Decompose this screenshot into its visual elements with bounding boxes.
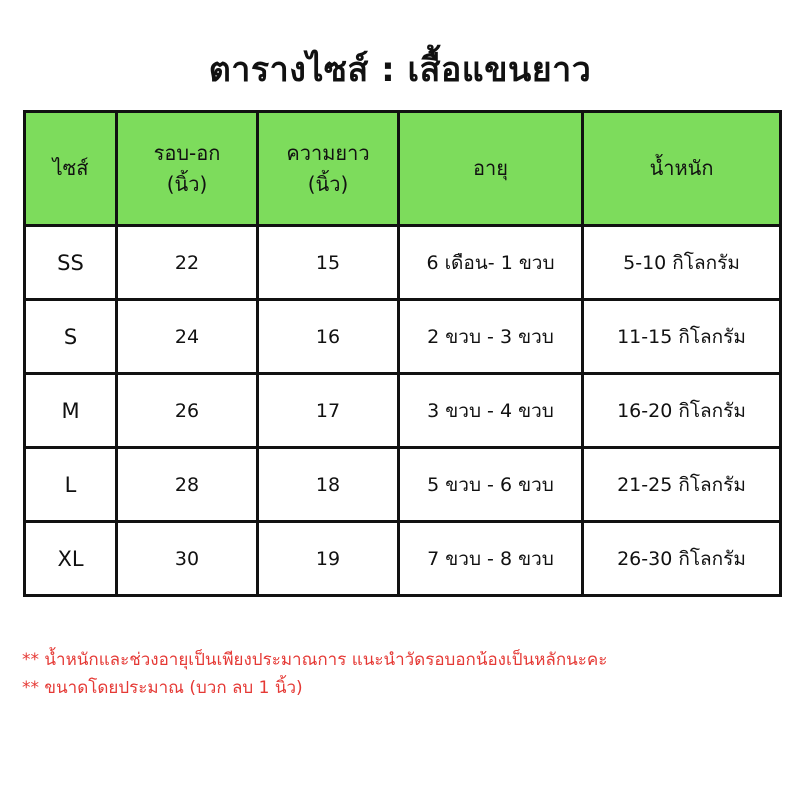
cell-age: 7 ขวบ - 8 ขวบ [399, 522, 583, 596]
cell-size: SS [25, 226, 117, 300]
page-title: ตารางไซส์ : เสื้อแขนยาว [208, 50, 592, 90]
header-size: ไซส์ [25, 112, 117, 226]
cell-size: L [25, 448, 117, 522]
table-row [25, 448, 781, 522]
cell-length: 17 [258, 374, 399, 448]
table-header-row [25, 112, 781, 226]
cell-size: XL [25, 522, 117, 596]
cell-length: 19 [258, 522, 399, 596]
header-weight: น้ำหนัก [583, 112, 781, 226]
table-row [25, 300, 781, 374]
header-age: อายุ [399, 112, 583, 226]
cell-age: 3 ขวบ - 4 ขวบ [399, 374, 583, 448]
cell-chest: 22 [117, 226, 258, 300]
table-row [25, 374, 781, 448]
cell-length: 16 [258, 300, 399, 374]
cell-weight: 5-10 กิโลกรัม [583, 226, 781, 300]
cell-weight: 26-30 กิโลกรัม [583, 522, 781, 596]
cell-length: 18 [258, 448, 399, 522]
cell-size: S [25, 300, 117, 374]
table-row [25, 522, 781, 596]
cell-chest: 26 [117, 374, 258, 448]
cell-chest: 30 [117, 522, 258, 596]
note-weight-age: ** น้ำหนักและช่วงอายุเป็นเพียงประมาณการ แนะนำวัดรอบอกน้องเป็นหลักนะคะ [22, 650, 608, 670]
cell-age: 5 ขวบ - 6 ขวบ [399, 448, 583, 522]
cell-size: M [25, 374, 117, 448]
cell-age: 6 เดือน- 1 ขวบ [399, 226, 583, 300]
cell-chest: 28 [117, 448, 258, 522]
cell-age: 2 ขวบ - 3 ขวบ [399, 300, 583, 374]
table-row [25, 226, 781, 300]
size-chart-table [23, 110, 782, 597]
note-size-tolerance: ** ขนาดโดยประมาณ (บวก ลบ 1 นิ้ว) [22, 678, 303, 698]
header-chest: รอบ-อก (นิ้ว) [117, 112, 258, 226]
cell-weight: 21-25 กิโลกรัม [583, 448, 781, 522]
notes [22, 646, 792, 702]
cell-chest: 24 [117, 300, 258, 374]
cell-weight: 11-15 กิโลกรัม [583, 300, 781, 374]
header-length: ความยาว (นิ้ว) [258, 112, 399, 226]
cell-weight: 16-20 กิโลกรัม [583, 374, 781, 448]
cell-length: 15 [258, 226, 399, 300]
